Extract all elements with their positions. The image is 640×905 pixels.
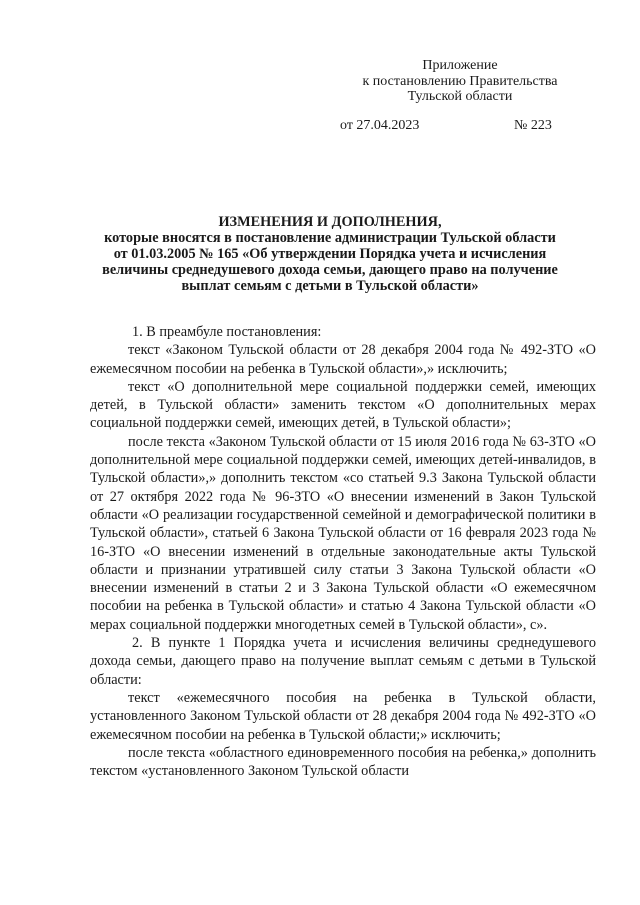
title-line: величины среднедушевого дохода семьи, дающего право на получение (102, 262, 558, 278)
paragraph: текст «Законом Тульской области от 28 декабря 2004 года № 492-ЗТО «О ежемесячном пособии на ребенка в Тульской области»,» исключить; (90, 342, 596, 377)
appendix-line: к постановлению Правительства (362, 73, 558, 89)
document-date: от 27.04.2023 (340, 118, 420, 133)
appendix-block (330, 58, 590, 105)
appendix-line: Тульской области (407, 89, 513, 104)
document-number: № 223 (514, 118, 552, 133)
title-line: выплат семьям с детьми в Тульской области» (181, 278, 479, 294)
paragraph: 2. В пункте 1 Порядка учета и исчисления величины среднедушевого дохода семьи, дающего право на получение выплат семьям с детьми в Тульской области: (90, 635, 596, 688)
appendix-line: Приложение (422, 58, 498, 73)
document-title (80, 214, 580, 294)
paragraph: после текста «Законом Тульской области от 15 июля 2016 года № 63-ЗТО «О дополнительной мере социальной поддержки семей, имеющих детей-инвалидов, в Тульской области»,» дополнить текстом «со статьей 9.3 Закона Тульской области от 27 октября 2022 года № 96-ЗТО «О внесении изменений в Закон Тульской области «О реализации государственной семейной и демографической политики в Тульской области», статьей 6 Закона Тульской области от 16 февраля 2023 года № 16-ЗТО «О внесении изменений в отдельные законодательные акты Тульской области и признании утратившей силу статьи 3 Закона Тульской области «О внесении изменений в статьи 2 и 3 Закона Тульской области «О ежемесячном пособии на ребенка в Тульской области» и статью 4 Закона Тульской области «О мерах социальной поддержки многодетных семей в Тульской области», с». (90, 433, 596, 633)
paragraph: текст «ежемесячного пособия на ребенка в Тульской области, установленного Законом Тульской области от 28 декабря 2004 года № 492-ЗТО «О ежемесячном пособии на ребенка в Тульской области;» исключить; (90, 689, 596, 743)
paragraph: текст «О дополнительной мере социальной поддержки семей, имеющих детей, в Тульской области» заменить текстом «О дополнительных мерах социальной поддержки семей, имеющих детей, в Тульской области»; (90, 378, 596, 432)
document-body (90, 323, 596, 780)
paragraph: 1. В преамбуле постановления: (132, 324, 322, 340)
title-line: которые вносятся в постановление администрации Тульской области (104, 230, 556, 246)
title-line: от 01.03.2005 № 165 «Об утверждении Порядка учета и исчисления (113, 246, 547, 262)
paragraph: после текста «областного единовременного пособия на ребенка,» дополнить текстом «установленного Законом Тульской области (90, 744, 596, 780)
title-line: ИЗМЕНЕНИЯ И ДОПОЛНЕНИЯ, (218, 214, 442, 230)
